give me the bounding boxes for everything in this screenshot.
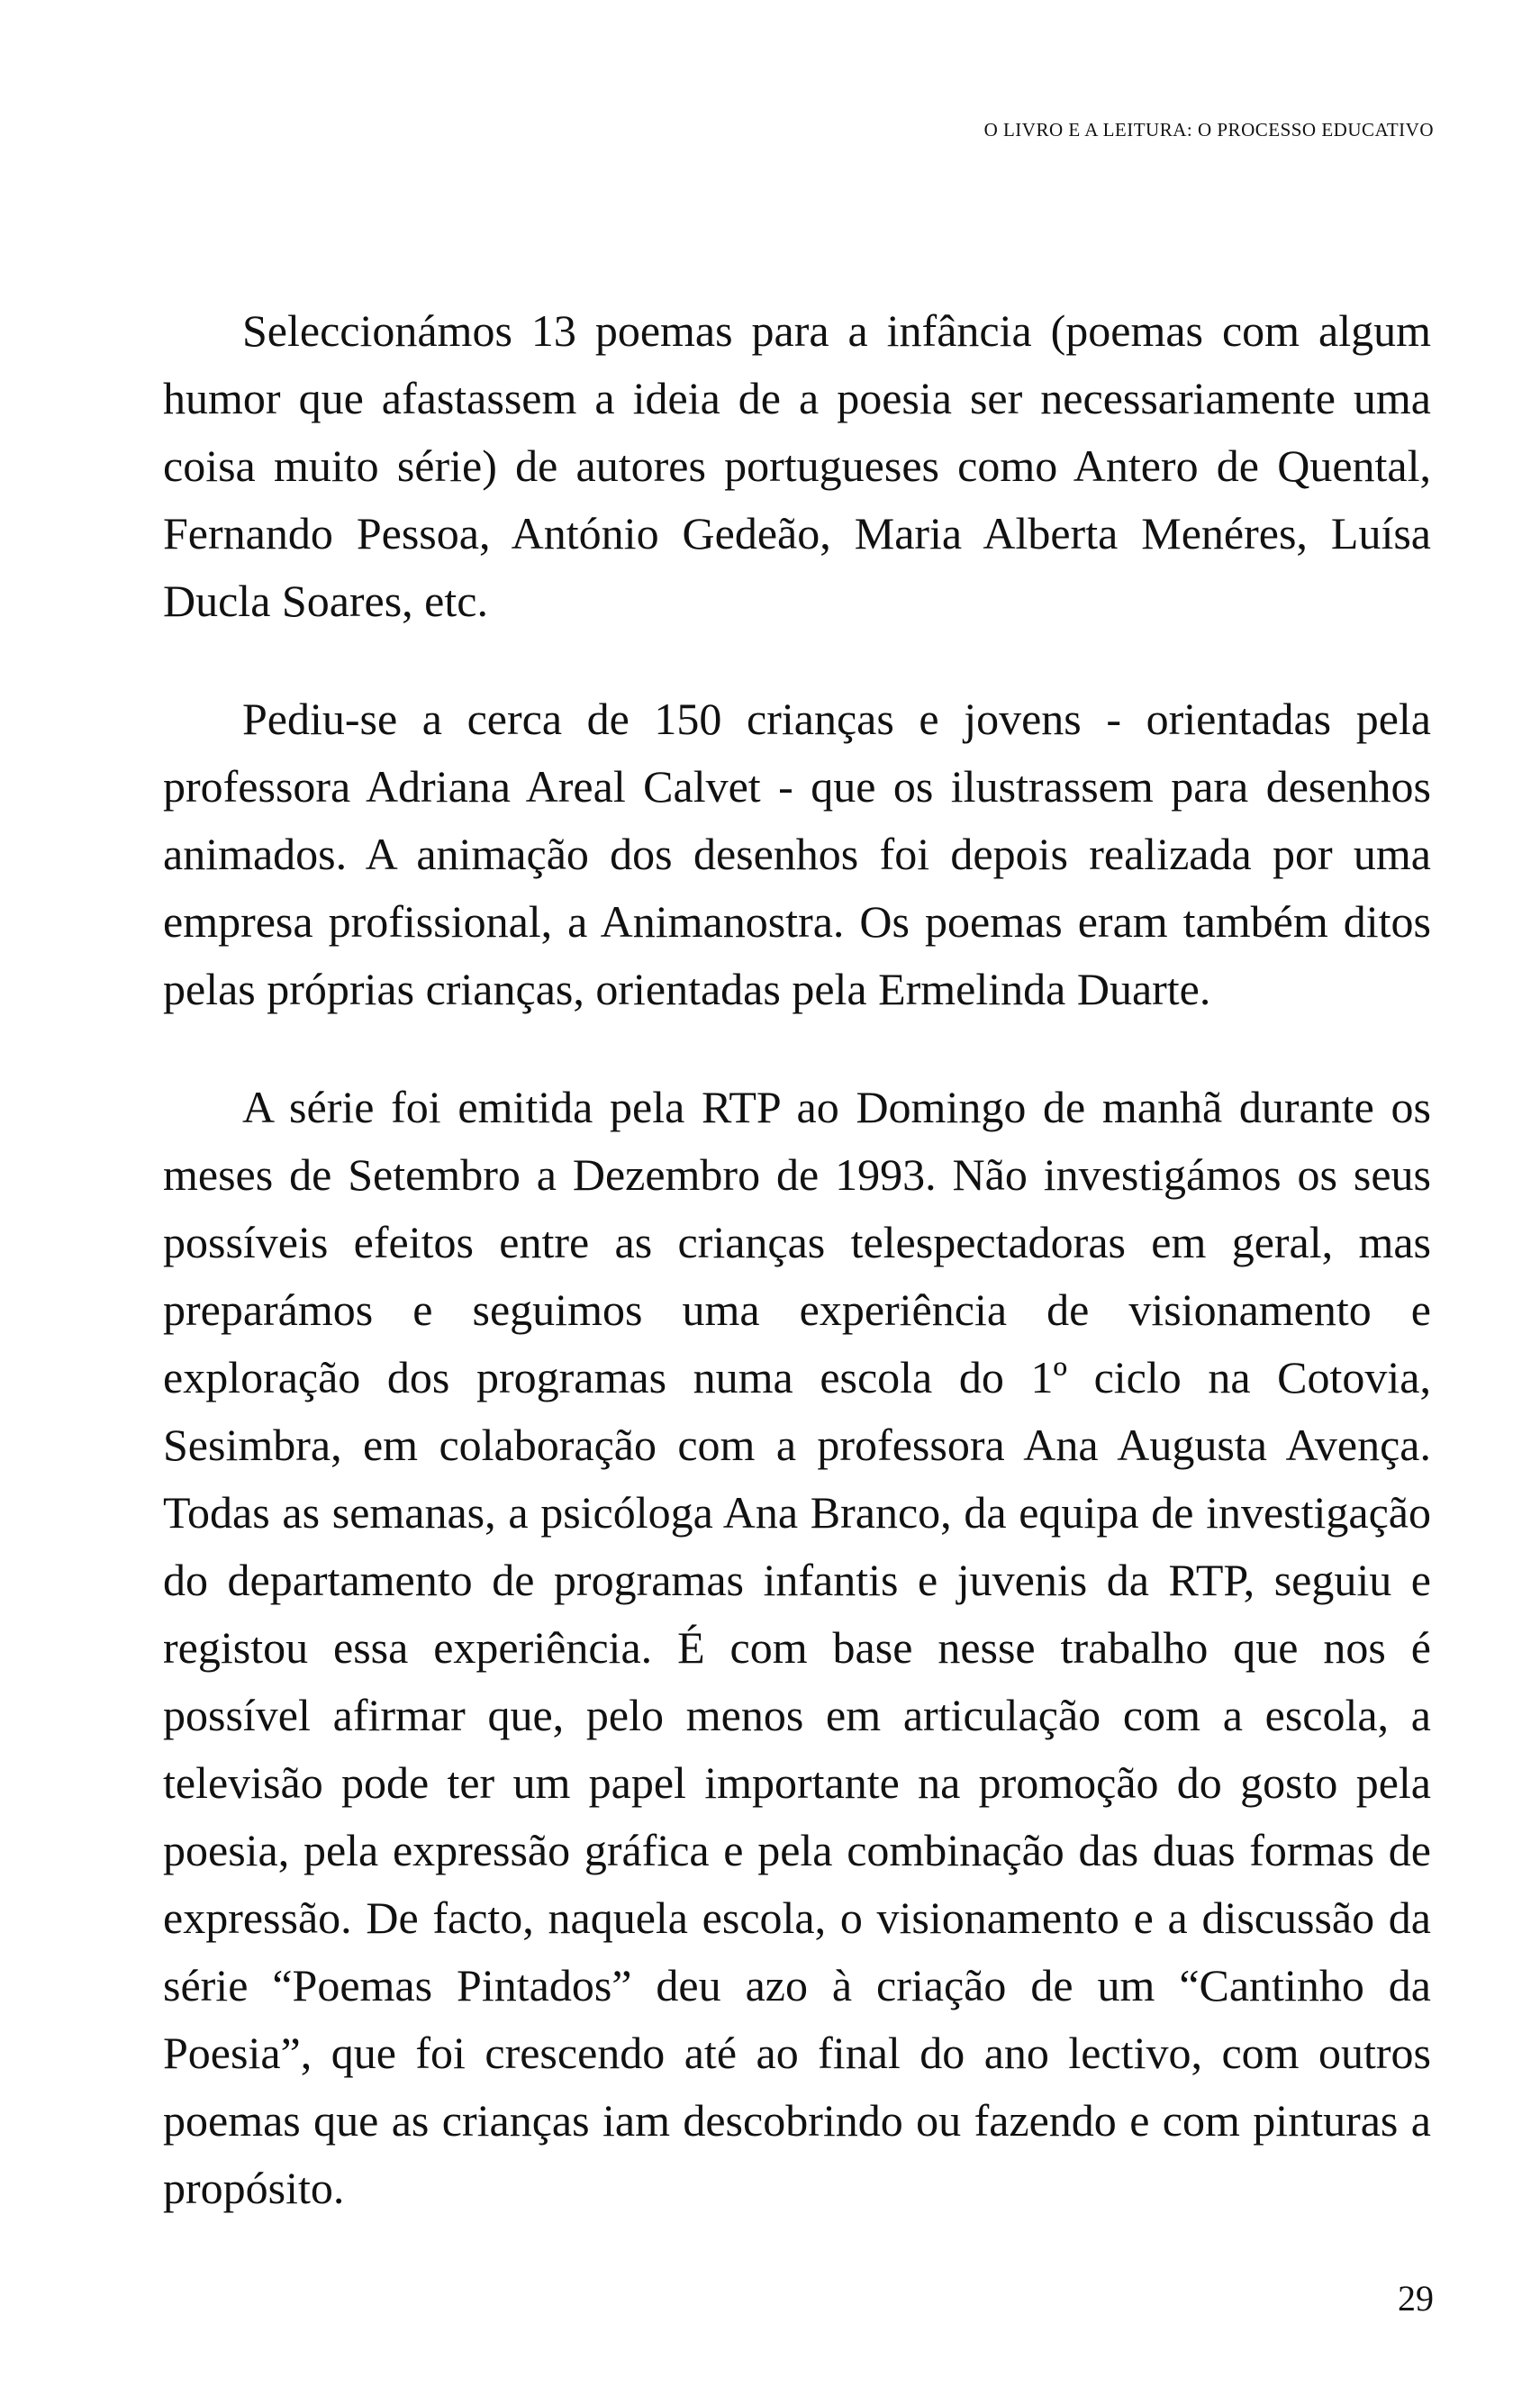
paragraph-1: Seleccionámos 13 poemas para a infância (poemas com algum humor que afastassem a ideia de a poesia ser necessariamente uma coisa muito série) de autores portugueses como Antero de Quental, Fernando Pessoa, António Gedeão, Maria Alberta Menéres, Luísa Ducla Soares, etc.: [163, 305, 1431, 626]
page-number: 29: [1398, 2278, 1434, 2319]
paragraph-2: Pediu-se a cerca de 150 crianças e jovens - orientadas pela professora Adriana Areal Calvet - que os ilustrassem para desenhos animados. A animação dos desenhos foi depois realizada por uma empresa profissional, a Animanostra. Os poemas eram também ditos pelas próprias crianças, orientadas pela Ermelinda Duarte.: [163, 694, 1431, 1014]
paragraph-3: A série foi emitida pela RTP ao Domingo de manhã durante os meses de Setembro a Dezembro de 1993. Não investigámos os seus possíveis efeitos entre as crianças telespectadoras em geral, mas preparámos e seguimos uma experiência de visionamento e exploração dos programas numa escola do 1º ciclo na Cotovia, Sesimbra, em colaboração com a professora Ana Augusta Avença. Todas as semanas, a psicóloga Ana Branco, da equipa de investigação do departamento de programas infantis e juvenis da RTP, seguiu e registou essa experiência. É com base nesse trabalho que nos é possível afirmar que, pelo menos em articulação com a escola, a televisão pode ter um papel importante na promoção do gosto pela poesia, pela expressão gráfica e pela combinação das duas formas de expressão. De facto, naquela escola, o visionamento e a discussão da série “Poemas Pintados” deu azo à criação de um “Cantinho da Poesia”, que foi crescendo até ao final do ano lectivo, com outros poemas que as crianças iam descobrindo ou fazendo e com pinturas a propósito.: [163, 1082, 1431, 2213]
running-header: O LIVRO E A LEITURA: O PROCESSO EDUCATIVO: [983, 119, 1434, 141]
body-text: [163, 297, 1431, 2222]
